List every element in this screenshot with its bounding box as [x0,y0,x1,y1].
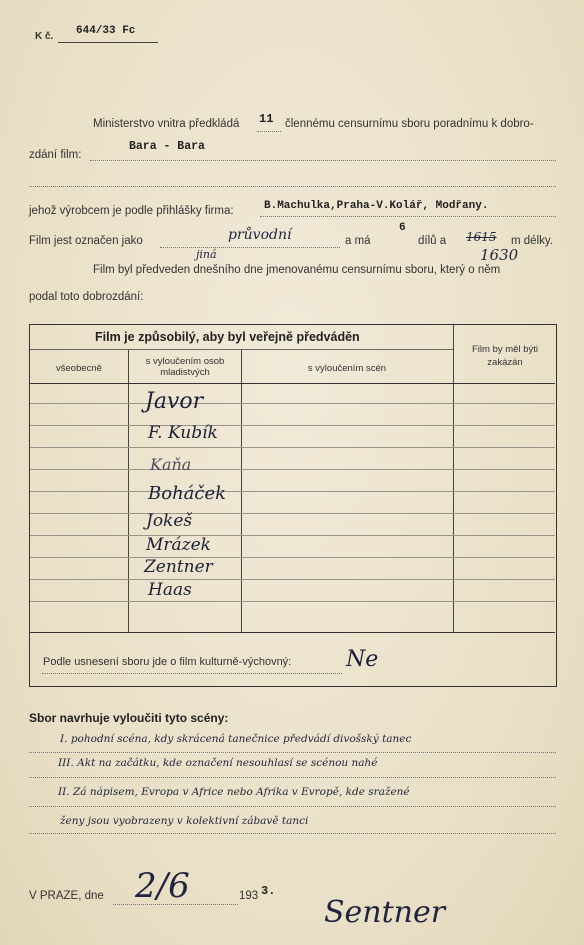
scene-item-4: ženy jsou vyobrazeny v kolektivní zábavě tanci [60,815,309,827]
evaluation-table [29,324,557,687]
date-value: 2/6 [135,866,190,906]
signature-7: Zentner [144,557,213,577]
col-scenes: s vyloučením scén [307,363,387,374]
parts-value: 6 [399,222,406,234]
producer-dots [260,216,556,217]
table-heading-main: Film je způsobilý, aby byl veřejně předváděn [95,330,360,344]
producer-label: jehož výrobcem je podle přihlášky firma: [29,205,234,217]
film-title-dots [90,160,556,161]
reference-underline [58,42,158,43]
presented-line1: Film byl předveden dnešního dne jmenovanému censurnímu sboru, který o něm [93,264,501,276]
scene-item-3: II. Zá nápisem, Evropa v Africe nebo Afrika v Evropě, kde sražené [58,786,410,798]
intro-line1-part2: člennému censurnímu sboru poradnímu k dobro- [285,118,534,130]
designation-value: průvodní [228,227,292,243]
presented-line2: podal toto dobrozdání: [29,291,144,303]
culture-dots [42,673,342,674]
designation-inserted: jiná [196,248,217,261]
length-suffix: m délky. [511,235,553,247]
parts-suffix: dílů a [418,235,447,247]
designation-dots [160,247,340,248]
signature-3: Kaňa [150,455,192,474]
scenes-heading: Sbor navrhuje vyloučiti tyto scény: [29,711,229,725]
film-label: zdání film: [29,149,82,161]
intro-line1-part1: Ministerstvo vnitra předkládá [93,118,240,130]
signature-5: Jokeš [146,511,193,531]
signature-2: F. Kubík [148,423,218,443]
film-title-dots-2 [29,186,556,187]
official-signature: Sentner [324,895,446,930]
signature-8: Haas [148,580,192,600]
col-general: všeobecně [56,363,102,374]
length-struck: 1615 [466,230,497,244]
member-count-dots [257,131,281,132]
place-label: V PRAZE, dne [29,890,104,902]
culture-value: Ne [346,647,379,672]
length-value: 1630 [480,246,519,264]
signature-1: Javor [145,389,204,414]
film-title: Bara - Bara [129,140,205,153]
kc-label: K č. [35,31,54,42]
col-youth: s vyloučením osob mladistvých [145,356,225,378]
table-heading-banned: Film by měl býti zakázán [472,344,538,368]
year-suffix: 3. [261,884,276,898]
designation-label: Film jest označen jako [29,235,143,247]
producer-value: B.Machulka,Praha-V.Kolář, Modřany. [264,200,489,212]
member-count: 11 [259,112,274,126]
reference-number: 644/33 Fc [76,25,136,37]
year-prefix: 193 [239,890,259,902]
scene-item-1: I. pohodní scéna, kdy skrácená tanečnice předvádí divošský tanec [60,733,412,745]
signature-6: Mrázek [146,535,211,555]
date-dots [113,904,238,905]
culture-label: Podle usnesení sboru jde o film kulturně-výchovný: [43,656,292,668]
signature-4: Boháček [148,483,227,504]
scene-item-2: III. Akt na začátku, kde označení nesouhlasí se scénou nahé [58,757,378,769]
parts-label: a má [345,235,371,247]
